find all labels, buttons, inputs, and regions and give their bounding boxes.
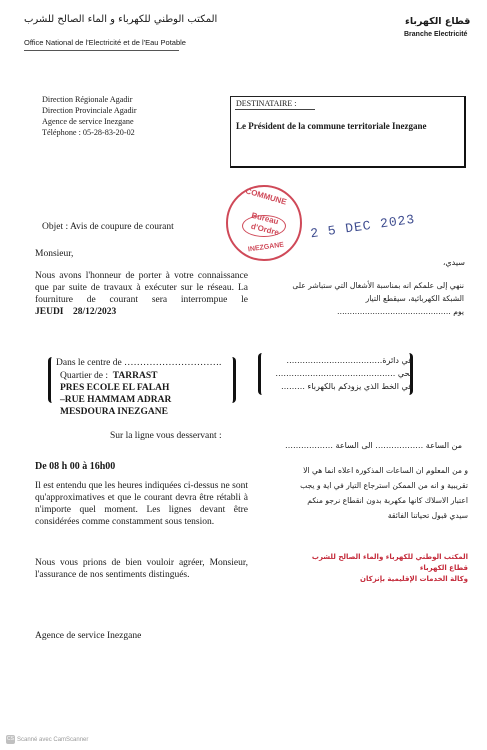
outage-address — [60, 370, 171, 418]
arabic-greeting: سيدي، — [442, 258, 465, 267]
outage-hours: De 08 h 00 à 16h00 — [35, 461, 116, 472]
arabic-signature-line: قطاع الكهرباء — [419, 564, 468, 572]
arabic-signature-line: المكتب الوطني للكهرباء والماء الصالح للشرب — [311, 553, 468, 561]
stamp-commune-text: COMMUNE — [244, 186, 288, 207]
arabic-time-range: من الساعة ……………… الى الساعة ……………… — [284, 441, 462, 450]
camscanner-icon: CS — [7, 736, 14, 742]
bureau-ordre-stamp — [226, 185, 302, 261]
scanner-watermark — [6, 735, 88, 744]
arabic-signature-stamp — [288, 552, 468, 585]
arabic-location-line: في دائرة……………………………… — [286, 356, 412, 365]
arabic-location-line: في الخط الذي يزودكم بالكهرباء ……… — [281, 382, 412, 391]
quartier-value: TARRAST — [112, 371, 158, 381]
address-line: –RUE HAMMAM ADRAR — [60, 395, 172, 405]
stamp-ordre-text: d'Ordre — [250, 221, 280, 238]
supply-line-label: Sur la ligne vous desservant : — [110, 431, 222, 441]
arabic-location — [258, 354, 412, 393]
recipient-name: Le Président de la commune territoriale Inezgane — [236, 121, 427, 131]
sender-block — [42, 94, 137, 138]
sender-phone: Téléphone : 05-28-83-20-02 — [42, 128, 135, 137]
letter-subject: Objet : Avis de coupure de courant — [42, 222, 174, 232]
arabic-notice-line: سيدي قبول تحياتنا الفائقة — [387, 511, 468, 520]
arabic-notice-line: تقريبية و انه من الممكن استرجاع التيار في اية و يجب — [300, 481, 468, 490]
sender-agency: Agence de service Inezgane — [42, 117, 134, 126]
arabic-intro-line: يوم ……………………………………… — [336, 307, 464, 316]
quartier-label: Quartier de : — [60, 371, 109, 381]
header-divider — [24, 50, 179, 51]
arabic-intro — [268, 279, 464, 318]
outage-date: 28/12/2023 — [73, 307, 117, 317]
arabic-location-line: بحي ……………………………………… — [275, 369, 412, 378]
sender-regional: Direction Régionale Agadir — [42, 95, 133, 104]
arabic-notice-line: و من المعلوم ان الساعات المذكورة اعلاه انما هي الا — [303, 466, 468, 475]
address-line: PRES ECOLE EL FALAH — [60, 383, 170, 393]
recipient-box — [230, 96, 466, 168]
arabic-notice — [262, 463, 468, 523]
arabic-intro-line: الشبكة الكهربائية، سيقطع التيار — [365, 294, 464, 303]
received-date-stamp: 2 5 DEC 2023 — [309, 211, 417, 242]
arabic-notice-line: اعتبار الاسلاك كانها مكهربة بدون انقطاع نرجو منكم — [307, 496, 468, 505]
quartier-line — [60, 370, 171, 382]
arabic-intro-line: ننهي إلى علمكم انه بمناسبة الأشغال التي ستباشر على — [292, 281, 464, 290]
letter-salutation: Monsieur, — [35, 249, 74, 259]
address-line: MESDOURA INEZGANE — [60, 407, 168, 417]
office-name-arabic: المكتب الوطني للكهرباء و الماء الصالح للشرب — [24, 14, 218, 25]
letter-closing: Nous vous prions de bien vouloir agréer, Monsieur, l'assurance de nos sentiments distingués. — [35, 558, 248, 580]
scanner-text: Scanné avec CamScanner — [17, 737, 89, 744]
outage-day: JEUDI — [35, 307, 64, 317]
letter-notice: Il est entendu que les heures indiquées ci-dessus ne sont qu'approximatives et que le courant devra être rétabli à n'importe quel moment. Les lignes devant être considérées comme constamment sous tension. — [35, 481, 248, 527]
office-name-french: Office National de l'Electricité et de l'Eau Potable — [24, 38, 186, 47]
letter-signature: Agence de service Inezgane — [35, 631, 142, 641]
branch-name-arabic: قطاع الكهرباء — [405, 16, 471, 27]
intro-text: Nous avons l'honneur de porter à votre connaissance que par suite de travaux à exécuter sur le réseau. La fourniture de courant sera interrompue le — [35, 271, 248, 305]
sender-provincial: Direction Provinciale Agadir — [42, 106, 137, 115]
arabic-signature-line: وكالة الخدمات الإقليمية بإنزكان — [360, 575, 468, 583]
stamp-bureau-text: Bureau — [250, 210, 280, 227]
branch-name-french: Branche Electricité — [404, 31, 468, 38]
stamp-city-text: INEZGANE — [247, 241, 285, 254]
recipient-label: DESTINATAIRE : — [236, 99, 297, 108]
letter-intro — [35, 270, 248, 318]
centre-label: Dans le centre de …………………………. — [56, 358, 222, 368]
recipient-label-underline — [235, 109, 315, 110]
